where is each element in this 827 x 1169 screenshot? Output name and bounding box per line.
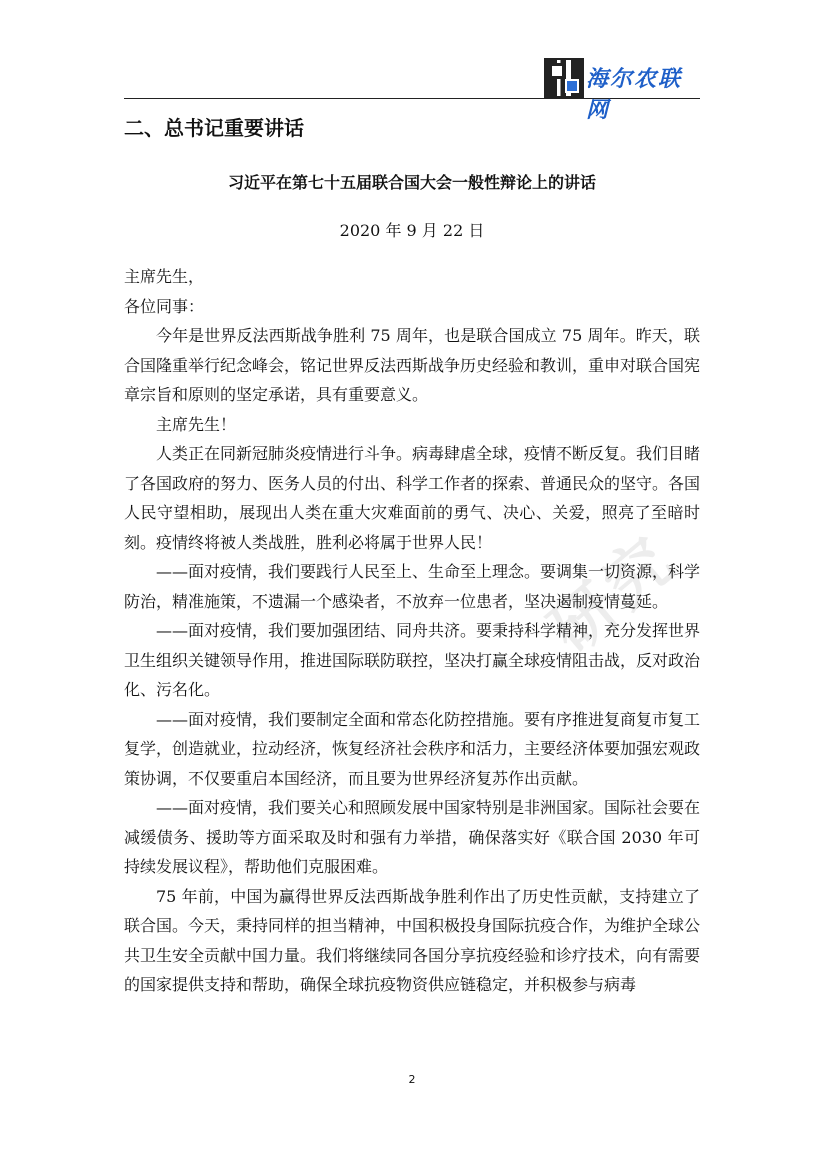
paragraph: ——面对疫情，我们要制定全面和常态化防控措施。要有序推进复商复市复工复学，创造就业，拉动经济，恢复经济社会秩序和活力，主要经济体要加强宏观政策协调，不仅要重启本国经济，而且要为世界经济复苏作出贡献。 — [124, 709, 701, 788]
paragraph: 人类正在同新冠肺炎疫情进行斗争。病毒肆虐全球，疫情不断反复。我们目睹了各国政府的努力、医务人员的付出、科学工作者的探索、普通民众的坚守。各国人民守望相助，展现出人类在重大灾难面前的勇气、决心、关爱，照亮了至暗时刻。疫情终将被人类战胜，胜利必将属于世界人民！ — [124, 444, 701, 552]
document-title: 习近平在第七十五届联合国大会一般性辩论上的讲话 — [227, 173, 596, 192]
salutation: 各位同事： — [124, 296, 205, 316]
paragraph: 主席先生！ — [156, 414, 237, 434]
paragraph: ——面对疫情，我们要加强团结、同舟共济。要秉持科学精神，充分发挥世界卫生组织关键领导作用，推进国际联防联控，坚决打赢全球疫情阻击战，反对政治化、污名化。 — [124, 621, 701, 699]
page-number: 2 — [408, 1073, 416, 1086]
document-date: 2020 年 9 月 22 日 — [339, 221, 485, 240]
paragraph: 今年是世界反法西斯战争胜利 75 周年，也是联合国成立 75 周年。昨天，联合国隆重举行纪念峰会，铭记世界反法西斯战争历史经验和教训，重申对联合国宪章宗旨和原则的坚定承诺，具有重要意义。 — [124, 326, 701, 404]
paragraph: ——面对疫情，我们要关心和照顾发展中国家特别是非洲国家。国际社会要在减缓债务、援助等方面采取及时和强有力举措，确保落实好《联合国 2030 年可持续发展议程》，帮助他们克服困难。 — [124, 798, 701, 876]
salutation: 主席先生， — [124, 267, 205, 286]
paragraph: 75 年前，中国为赢得世界反法西斯战争胜利作出了历史性贡献，支持建立了联合国。今天，秉持同样的担当精神，中国积极投身国际抗疫合作，为维护全球公共卫生安全贡献中国力量。我们将继续同各国分享抗疫经验和诊疗技术，向有需要的国家提供支持和帮助，确保全球抗疫物资供应链稳定，并积极参与病毒 — [124, 886, 701, 994]
watermark: 研究 — [535, 520, 692, 668]
section-title: 二、总书记重要讲话 — [124, 116, 304, 140]
paragraph: ——面对疫情，我们要践行人民至上、生命至上理念。要调集一切资源，科学防治，精准施策，不遗漏一个感染者，不放弃一位患者，坚决遏制疫情蔓延。 — [124, 562, 701, 611]
qr-code-icon — [544, 58, 584, 98]
page-header — [124, 56, 700, 123]
document-body — [124, 262, 700, 1000]
brand-logo-text: 海尔农联网 — [586, 67, 683, 123]
